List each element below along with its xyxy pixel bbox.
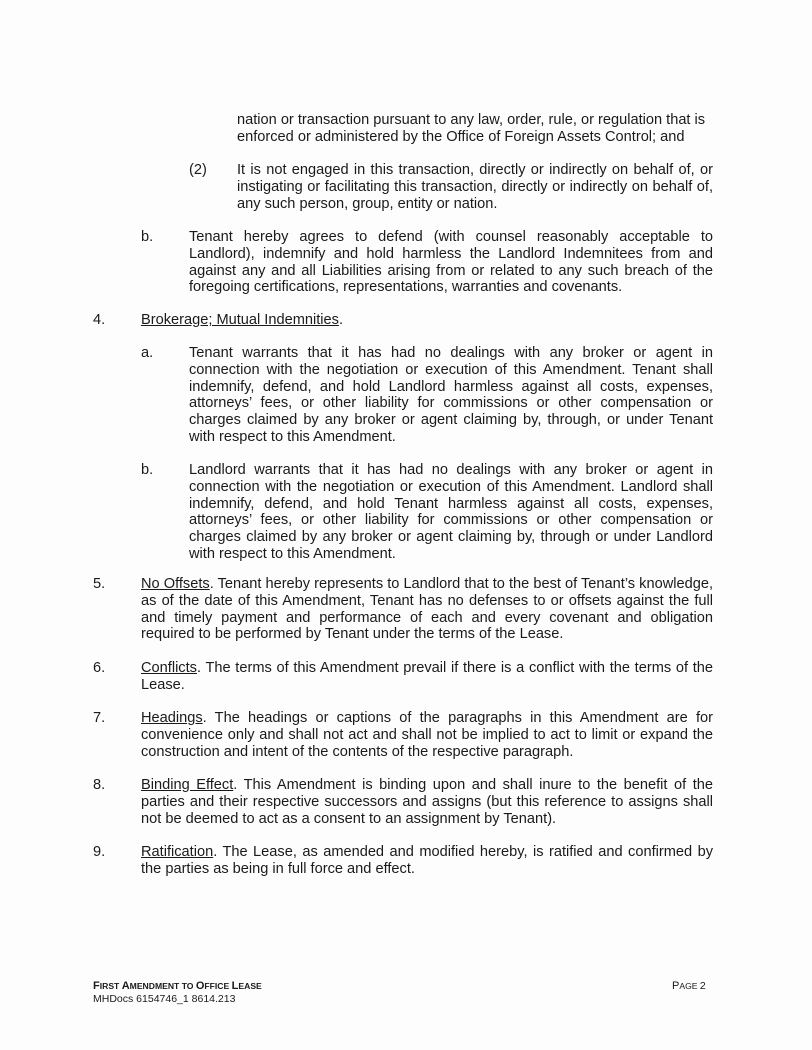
item-2-number: (2) (189, 162, 207, 178)
section-4-number: 4. (93, 312, 106, 328)
section-7-number: 7. (93, 710, 106, 726)
section-4a-number: a. (141, 345, 154, 361)
section-8-heading: Binding Effect (141, 777, 234, 793)
section-5-heading: No Offsets (141, 576, 210, 592)
section-7-heading: Headings (141, 710, 203, 726)
footer-title: FIRST AMENDMENT TO OFFICE LEASE (93, 980, 262, 992)
section-5-number: 5. (93, 576, 106, 592)
section-9-body: . The Lease, as amended and modified hereby, is ratified and confirmed by the parties as being in full force and effect. (141, 844, 713, 877)
clause-b-text: Tenant hereby agrees to defend (with counsel reasonably acceptable to Landlord), indemnify and hold harmless the Landlord Indemnitees from and against any and all Liabilities arising from or related to any such breach of the foregoing certifications, representations, warranties and covenants. (189, 229, 713, 296)
continuation-line-2: enforced or administered by the Office of Foreign Assets Control; and (237, 129, 685, 145)
section-5-body: . Tenant hereby represents to Landlord that to the best of Tenant’s knowledge, as of the date of this Amendment, Tenant has no defenses to or offsets against the full and timely payment and performance of each and every covenant and obligation required to be performed by Tenant under the terms of the Lease. (141, 576, 713, 643)
section-4-heading: Brokerage; Mutual Indemnities (141, 312, 339, 328)
section-6-number: 6. (93, 660, 106, 676)
section-7-text (141, 710, 713, 760)
item-2-text: It is not engaged in this transaction, directly or indirectly on behalf of, or instigating or facilitating this transaction, directly or indirectly on behalf of, any such person, group, entity or nation. (237, 162, 713, 212)
section-4-heading-line (141, 312, 343, 329)
section-4a-text: Tenant warrants that it has had no dealings with any broker or agent in connection with the negotiation or execution of this Amendment. Tenant shall indemnify, defend, and hold Landlord harmless against all costs, expenses, attorneys’ fees, or other liability for commissions or other compensation or charges claimed by any broker or agent claiming by, through, or under Tenant with respect to this Amendment. (189, 345, 713, 445)
section-8-text (141, 777, 713, 827)
section-5-text (141, 576, 713, 643)
section-4b-number: b. (141, 462, 154, 478)
section-9-heading: Ratification (141, 844, 214, 860)
section-9-number: 9. (93, 844, 106, 860)
section-4-heading-punct: . (338, 312, 343, 328)
section-9-text (141, 844, 713, 878)
section-6-body: . The terms of this Amendment prevail if there is a conflict with the terms of the Lease. (141, 660, 713, 693)
section-8-body: . This Amendment is binding upon and shall inure to the benefit of the parties and their respective successors and assigns (but this reference to assigns shall not be deemed to act as a consent to an assignment by Tenant). (141, 777, 713, 827)
continuation-line-1: nation or transaction pursuant to any law, order, rule, or regulation that is (237, 112, 706, 128)
section-7-body: . The headings or captions of the paragraphs in this Amendment are for convenience only and shall not act and shall not be implied to act to limit or expand the construction and intent of the contents of the respective paragraph. (141, 710, 713, 760)
footer-page-number: PAGE 2 (672, 980, 706, 992)
section-8-number: 8. (93, 777, 106, 793)
section-6-heading: Conflicts (141, 660, 197, 676)
section-4b-text: Landlord warrants that it has had no dealings with any broker or agent in connection with the negotiation or execution of this Amendment. Landlord shall indemnify, defend, and hold Tenant harmless against all costs, expenses, attorneys’ fees, or other liability for commissions or other compensation or charges claimed by any broker or agent claiming by, through or under Landlord with respect to this Amendment. (189, 462, 713, 562)
section-6-text (141, 660, 713, 694)
clause-b-number: b. (141, 229, 154, 245)
footer-doc-ref: MHDocs 6154746_1 8614.213 (93, 993, 236, 1005)
